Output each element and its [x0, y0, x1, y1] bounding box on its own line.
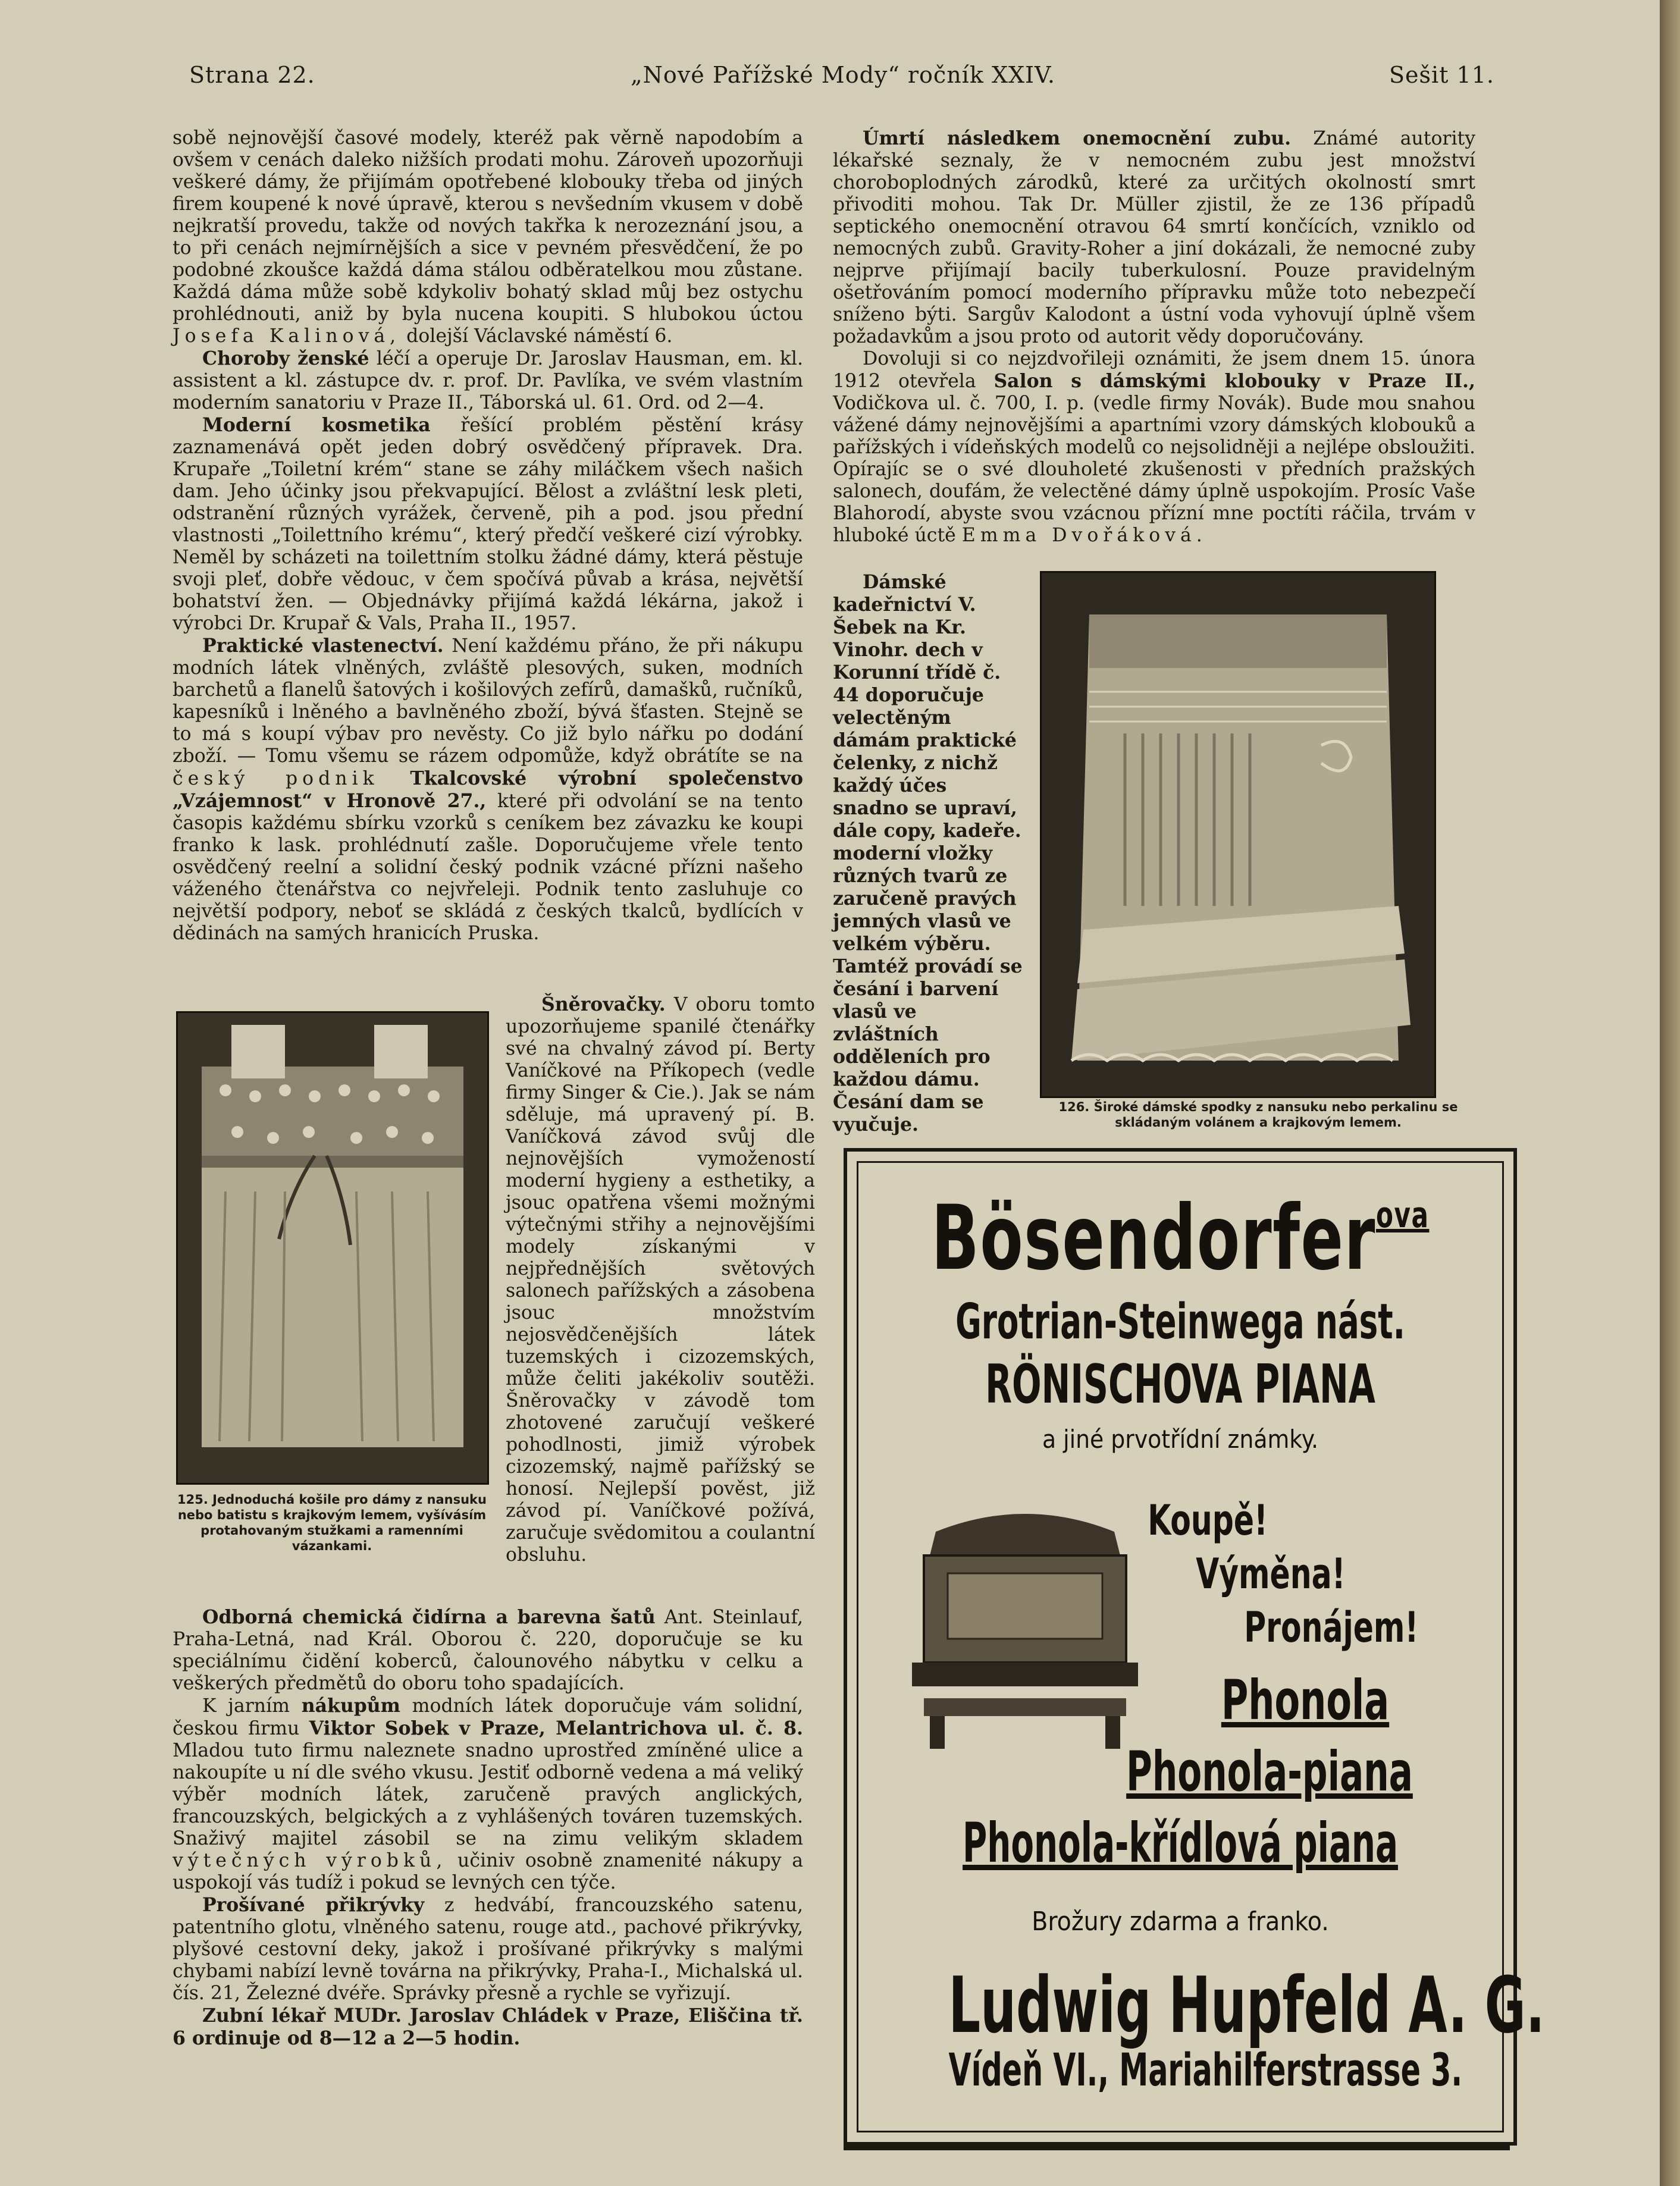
hairdresser-text: Dámské kadeřnictví V. Šebek na Kr. Vinohr. dech v Korunní třídě č. 44 doporučuje velectěným dámám praktické čelenky, z nichž každý účes snadno se upraví, dále copy, kadeře. moderní vložky různých tvarů ze zaručeně pravých jemných vlasů ve velkém výběru. Tamtéž provádí se česání i barvení vlasů ve zvláštních odděleních pro každou dámu. Česání dam se vyučuje.: [833, 571, 1023, 1136]
hat-salon-opening-notice: [833, 348, 1475, 547]
spring-shopping-text: modních látek doporučuje vám solidní, českou firmu: [173, 1695, 803, 1739]
left-column: [173, 127, 803, 945]
ad-koupe: Koupě!: [1148, 1496, 1268, 1545]
left-column-lower: [173, 1606, 803, 2050]
issue-number: Sešit 11.: [1389, 62, 1494, 88]
cosmetics-heading: Moderní kosmetika: [202, 414, 431, 436]
dry-cleaning-notice: [173, 1606, 803, 1695]
patriotism-text: Není každému přáno, že při nákupu modních látek vlněných, zvláště plesových, suken, modních barchetů a flanelů šatových i košilových zefírů, damašků, ručníků, kapesníků i lněného a bavlněného zboží, bývá šťasten. Stejně se to má s koupí výbav pro nevěsty. Co již bylo nářku po dodání zboží. — Tomu všemu se rázem odpomůže, když obrátíte se na: [173, 635, 803, 767]
dental-death-notice: [833, 127, 1475, 348]
figure-126-caption: 126. Široké dámské spodky z nansuku nebo perkalinu se skládaným volánem a krajkovým lemem.: [1058, 1100, 1458, 1130]
quilts-text: z hedvábí, francouzského satenu, patentního glotu, vlněného satenu, rouge atd., pachové přikrývky, plyšové cestovní deky, jakož i prošívané přikrývky s malými chybami nabízí levně továrna na přikrývky, Praha-I., Michalská ul. čís. 21, Železné dvéře. Správky přesně a rychle se vyřizují.: [173, 1895, 803, 2004]
dry-cleaning-text: Ant. Steinlauf, Praha-Letná, nad Král. Oborou č. 220, doporučuje se ku speciálnímu čidění koberců, čalounového nábytku v celku a veškerých předmětů do oboru toho spadajících.: [173, 1607, 804, 1694]
ad-brochures: Brožury zdarma a franko.: [1032, 1906, 1329, 1937]
figure-125-chemise: [176, 1011, 489, 1485]
patriotism-company: Tkalcovské výrobní společenstvo „Vzájemnost“ v Hronově 27.,: [173, 767, 804, 812]
spring-shopping-start: K jarním: [202, 1695, 290, 1717]
dental-death-heading: Úmrtí následkem onemocnění zubu.: [863, 127, 1292, 149]
patriotism-end: které při odvolání se na tento časopis každému sbírku vzorků s ceníkem bez závazku ke koupi franko k lask. prohlédnutí zašle. Doporučujeme vřele tento osvědčený reelní a solidní český podnik vzácné přízni našeho váženého čtenářstva co nejvřeleji. Podnik tento zasluhuje co největší podpory, neboť se skládá z českých tkalců, bydlících v dědinách na samých hranicích Pruska.: [173, 791, 804, 944]
spring-shopping-spaced: výtečných výrobků,: [173, 1850, 447, 1871]
gynecology-notice: [173, 347, 803, 414]
ad-pronajem: Pronájem!: [1244, 1603, 1419, 1652]
hat-salon-signature: Josefa Kalinová,: [173, 325, 401, 347]
spring-shopping-bold: nákupům: [301, 1695, 400, 1717]
hairdresser-notice: [833, 571, 1023, 1136]
hat-salon-notice: [173, 127, 803, 347]
page-number: Strana 22.: [189, 62, 315, 88]
dentist-text: Zubní lékař MUDr. Jaroslav Chládek v Praze, Eliščina tř. 6 ordinuje od 8—12 a 2—5 hodin.: [173, 2005, 803, 2049]
figure-126-drawers: [1040, 571, 1436, 1098]
patriotism-notice: [173, 635, 803, 945]
hat-salon-opening-signature: Emma Dvořáková.: [961, 525, 1207, 546]
figure-125-caption: 125. Jednoduchá košile pro dámy z nansuku nebo batistu s krajkovým lemem, vyšívásím protahovaným stužkami a ramenními vázankami.: [177, 1492, 487, 1553]
spring-shopping-end: Mladou tuto firmu naleznete snadno uprostřed zmíněné ulice a nakoupíte u ní dle svého vkusu. Jestiť odborně vedena a má veliký výběr modních látek, zaručeně pravých anglických, francouzských, belgických a z vyhlášených továren tuzemských. Snaživý majitel zásobil se na zimu velikým skladem: [173, 1740, 803, 1849]
hat-salon-opening-text: Dovoluji si co nejzdvořileji oznámiti, že jsem dnem 15. února 1912 otevřela: [833, 348, 1475, 392]
ad-hupfeld: Ludwig Hupfeld A. G.: [948, 1960, 1545, 2050]
ad-bottom-rule: [844, 2146, 1510, 2150]
ad-bosendorfer: Bösendorfer$^{ova}$: [931, 1187, 1430, 1290]
dentist-notice: [173, 2005, 803, 2050]
hat-salon-opening-bold: Salon s dámskými klobouky v Praze II.,: [993, 370, 1475, 392]
gynecology-heading: Choroby ženské: [202, 347, 369, 369]
spring-shopping-notice: [173, 1695, 803, 1894]
hat-salon-text: sobě nejnovější časové modely, kteréž pak věrně napodobím a ovšem v cenách daleko nižších prodati mohu. Zároveň upozorňuji veškeré dámy, že přijímám opotřebené klobouky třeba od jiných firem koupené k nové úpravě, kterou s nevšedním vkusem v době nejkratší provedu, takže od nových takřka k nerozeznání jsou, a to při cenách nejmírnějších a sice v pevném přesvědčení, že po podobné zkoušce každá dáma stálou odběratelkou mou zůstane. Každá dáma může sobě kdykoliv bohatý sklad můj bez ostychu prohlédnouti, aniž by byla nucena koupiti. S hlubokou úctou: [173, 127, 803, 325]
patriotism-spaced: český podnik: [173, 768, 379, 789]
ad-phonola-piana: Phonola-piana: [1126, 1740, 1413, 1804]
spring-shopping-tail: učiniv osobně znamenité nákupy a uspokojí vás tudíž i pokud se levných cen týče.: [173, 1850, 804, 1893]
patriotism-heading: Praktické vlastenectví.: [202, 635, 444, 657]
gynecology-text: léčí a operuje Dr. Jaroslav Hausman, em. kl. assistent a kl. zástupce dv. r. prof. Dr. Pavlíka, ve svém vlastním moderním sanatoriu v Praze II., Táborská ul. 61. Ord. od 2—4.: [173, 348, 804, 413]
corsets-text: V oboru tomto upozorňujeme spanilé čtenářky své na chvalný závod pí. Berty Vaníčkové na Příkopech (vedle firmy Singer & Cie.). Jak se nám sděluje, má upravený pí. B. Vaníčková závod svůj dle nejnovějších vymožeností moderní hygieny a esthetiky, a jsouc opatřena všemi možnými výtečnými střihy a nejnovějšími modely získanými v nejpřednějších světových salonech pařížských a zásobena jsouc množstvím nejosvědčenějších látek tuzemských i cizozemských, může čeliti jakékoliv soutěži. Šněrovačky v závodě tom zhotovené zaručují veškeré pohodlnosti, jimiž výrobek cizozemský, najmě pařížský se honosí. Nejlepší pověst, již závod pí. Vaníčkové požívá, zaručuje svědomitou a coulantní obsluhu.: [506, 994, 815, 1566]
quilts-notice: [173, 1894, 803, 2005]
spring-shopping-company: Viktor Sobek v Praze, Melantrichova ul. č. 8.: [309, 1717, 803, 1739]
right-column: [833, 127, 1475, 547]
ad-address: Vídeň VI., Mariahilferstrasse 3.: [948, 2043, 1463, 2096]
dry-cleaning-heading: Odborná chemická čidírna a barevna šatů: [202, 1606, 656, 1628]
cosmetics-text: řešící problém pěstění krásy zaznamenává opět jeden dobrý osvědčený přípravek. Dra. Krupaře „Toiletní krém“ stane se záhy miláčkem všech našich dam. Jeho účinky jsou překvapující. Bělost a zvláštní lesk pleti, odstranění různých vyrážek, červeně, pih a pod. jsou přední vlastnosti „Toilettního krému“, který předčí veškeré cizí výrobky. Neměl by scházeti na toilettním stolku žádné dámy, která pěstuje svoji pleť, dobře vědouc, v čem spočívá půvab a krása, největší bohatství žen. — Objednávky přijímá každá lékárna, jakož i výrobci Dr. Krupař & Vals, Praha II., 1957.: [173, 415, 804, 634]
quilts-heading: Prošívané přikrývky: [202, 1894, 425, 1916]
hat-salon-address: dolejší Václavské náměstí 6.: [406, 325, 673, 347]
corsets-heading: Šněrovačky.: [541, 993, 666, 1015]
cosmetics-notice: [173, 414, 803, 635]
hat-salon-opening-end: Vodičkova ul. č. 700, I. p. (vedle firmy Novák). Bude mou snahou vážené dámy nejnovějšími a apartními vzory dámských klobouků a pařížských i vídeňských modelů co nejsolidněji a nejlépe obsloužiti. Opírajíc se o své dlouholeté zkušenosti v předních pražských salonech, doufám, že velectěné dámy úplně uspokojím. Prosíc Vaše Blahorodí, abyste svou vzácnou přízní mne poctíti ráčila, trvám v hluboké úctě: [833, 393, 1475, 546]
ad-phonola: Phonola: [1221, 1668, 1390, 1732]
corsets-notice: [506, 993, 815, 1566]
piano-advertisement: [844, 1148, 1545, 2146]
dental-death-text: Známé autority lékařské seznaly, že v nemocném zubu jest množství choroboplodných zárodků, které za určitých okolností smrt přivoditi mohou. Tak Dr. Müller zjistil, že ze 136 případů septického onemocnění otravou 64 smrtí končících, vzniklo od nemocných zubů. Gravity-Roher a jiní dokázali, že nemocné zuby nejprve přijímají bacily tuberkulosní. Pouze pravidelným ošetřováním pomocí moderního přípravku může toto nebezpečí sníženo býti. Sargův Kalodont a ústní voda vyhovují úplně všem požadavkům a jsou proto od autorit vědy doporučovány.: [833, 128, 1475, 347]
ad-grotrian: Grotrian-Steinwega nást.: [955, 1294, 1405, 1350]
ad-ronisch: RÖNISCHOVA PIANA: [985, 1353, 1375, 1416]
ad-phonola-kridlova: Phonola-křídlová piana: [963, 1811, 1398, 1875]
publication-title: „Nové Pařížské Mody“ ročník XXIV.: [631, 62, 1055, 88]
ad-other-brands: a jiné prvotřídní známky.: [1042, 1425, 1319, 1454]
ad-vymena: Výměna!: [1196, 1550, 1346, 1598]
page-edge: [1660, 0, 1680, 2186]
upright-piano-icon: [900, 1496, 1150, 1752]
ad-inner-frame: [857, 1161, 1545, 2132]
